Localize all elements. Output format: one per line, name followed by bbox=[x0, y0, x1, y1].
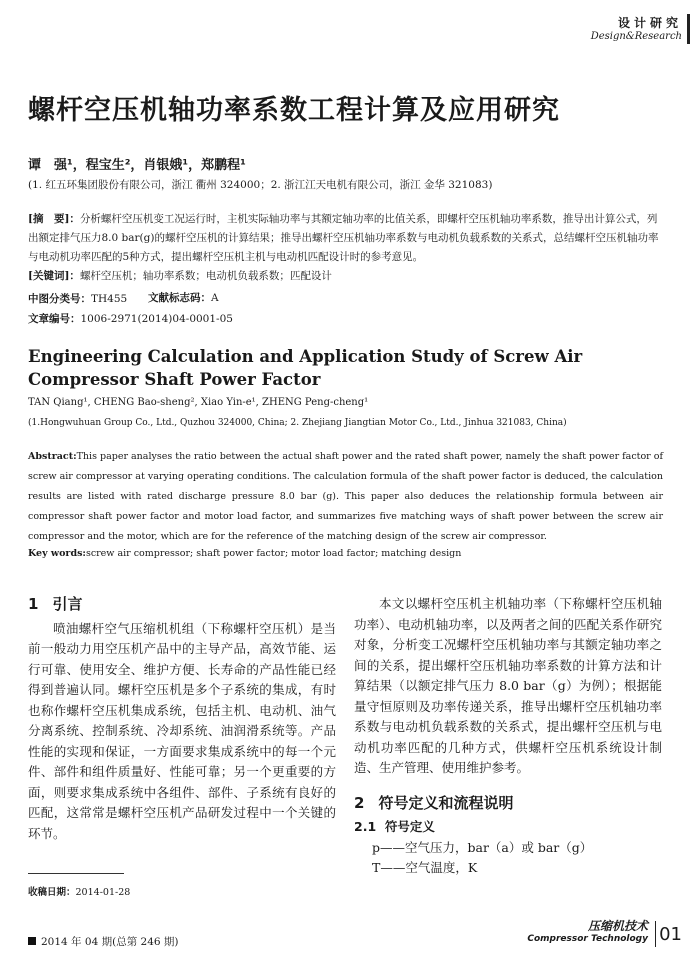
clc-value: TH455 bbox=[91, 293, 128, 305]
keywords-en-text: screw air compressor; shaft power factor; motor load factor; matching design bbox=[85, 548, 462, 559]
clc-label: 中图分类号： bbox=[28, 293, 91, 305]
section-label-en: Design&Research bbox=[590, 31, 682, 42]
body-column-left bbox=[28, 594, 336, 844]
abstract-en-text: This paper analyses the ratio between the actual shaft power and the rated shaft power, namely the shaft power factor of screw air compressor at varying operating conditions. The calculation formula of the shaft power factor is deduced, the calculation results are listed with rated discharge pressure 8.0 bar (g). This paper also deduces the relationship formula between air compressor shaft power factor and motor load factor, and summarizes five matching ways of shaft power between the screw air compressor and the motor, which are for the reference of the matching design of the screw air compressor. bbox=[28, 451, 663, 542]
section-1-number: 1 bbox=[28, 595, 39, 613]
keywords-cn bbox=[28, 267, 663, 286]
section-1-heading bbox=[28, 594, 336, 615]
issue-info bbox=[28, 934, 179, 949]
document-code bbox=[148, 290, 219, 305]
symbol-definition-t: T——空气温度，K bbox=[372, 860, 478, 875]
section-1-paragraph-2: 本文以螺杆空压机主机轴功率（下称螺杆空压机轴功率）、电动机轴功率，以及两者之间的匹配关系作研究对象，分析变工况螺杆空压机轴功率与其额定轴功率之间的关系，提出螺杆空压机轴功率系数的计算方法和计算结果（以额定排气压力 8.0 bar（g）为例）；根据能量守恒原则及功率传递关系，推导出螺杆空压机轴功率系数与电动机负载系数的关系式，提出螺杆空压机与电动机功率匹配的几种方式，供螺杆空压机系统设计制造、生产管理、使用维护参考。 bbox=[354, 596, 662, 775]
issue-text: 2014 年 04 期(总第 246 期) bbox=[41, 936, 179, 948]
page-number-divider bbox=[655, 921, 656, 947]
abstract-cn-label: [摘 要]： bbox=[28, 213, 80, 225]
abstract-en-label: Abstract: bbox=[28, 451, 77, 462]
section-1-title: 引言 bbox=[52, 595, 83, 613]
abstract-cn bbox=[28, 210, 663, 267]
journal-logo bbox=[527, 920, 648, 946]
article-no-value: 1006-2971(2014)04-0001-05 bbox=[80, 313, 233, 325]
authors-en: TAN Qiang¹, CHENG Bao-sheng², Xiao Yin-e¹, ZHENG Peng-cheng¹ bbox=[28, 397, 369, 408]
symbol-definition-p: p——空气压力，bar（a）或 bar（g） bbox=[372, 839, 593, 855]
section-2-number: 2 bbox=[354, 793, 365, 812]
article-number bbox=[28, 310, 663, 329]
section-2-title: 符号定义和流程说明 bbox=[378, 793, 514, 812]
abstract-cn-text: 分析螺杆空压机变工况运行时，主机实际轴功率与其额定轴功率的比值关系，即螺杆空压机轴功率系数，推导出计算公式，列出额定排气压力8.0 bar(g)的螺杆空压机的计算结果；推导出螺杆空压机轴功率系数与电动机负载系数的关系式，总结螺杆空压机轴功率与电动机功率匹配的5种方式，提出螺杆空压机主机与电动机匹配设计时的参考意见。 bbox=[28, 213, 659, 263]
keywords-en bbox=[28, 548, 663, 559]
authors-cn: 谭 强¹，程宝生²，肖银娥¹，郑鹏程¹ bbox=[28, 158, 246, 173]
section-2-heading bbox=[354, 793, 662, 814]
journal-name-en: Compressor Technology bbox=[527, 934, 648, 944]
section-2-1-title: 符号定义 bbox=[384, 819, 435, 834]
keywords-cn-text: 螺杆空压机；轴功率系数；电动机负载系数；匹配设计 bbox=[79, 270, 332, 282]
paper-title-cn: 螺杆空压机轴功率系数工程计算及应用研究 bbox=[28, 95, 560, 126]
body-column-right bbox=[354, 594, 662, 879]
affiliation-en: (1.Hongwuhuan Group Co., Ltd., Quzhou 324000, China; 2. Zhejiang Jiangtian Motor Co., Ltd., Jinhua 321083, China) bbox=[28, 418, 567, 428]
abstract-en bbox=[28, 447, 663, 547]
keywords-cn-label: [关键词]： bbox=[28, 270, 80, 282]
doc-code-label: 文献标志码： bbox=[148, 292, 211, 304]
received-date bbox=[28, 884, 130, 898]
article-no-label: 文章编号： bbox=[28, 313, 81, 325]
affiliation-cn: (1. 红五环集团股份有限公司，浙江 衢州 324000；2. 浙江江天电机有限公司，浙江 金华 321083) bbox=[28, 179, 493, 191]
footnote-rule bbox=[28, 873, 124, 874]
section-2-1-heading bbox=[354, 817, 662, 838]
section-divider-bar bbox=[687, 14, 690, 44]
journal-name-cn: 压缩机技术 bbox=[587, 919, 648, 933]
keywords-en-label: Key words: bbox=[28, 548, 86, 559]
received-value: 2014-01-28 bbox=[75, 887, 131, 898]
section-2-1-number: 2.1 bbox=[354, 819, 377, 834]
page-number: 01 bbox=[659, 924, 682, 945]
square-bullet-icon bbox=[28, 937, 36, 945]
clc-number bbox=[28, 290, 663, 309]
paper-title-en: Engineering Calculation and Application Study of Screw Air Compressor Shaft Power Factor bbox=[28, 347, 583, 389]
section-label-cn: 设计研究 bbox=[617, 16, 682, 30]
doc-code-value: A bbox=[211, 292, 219, 304]
received-label: 收稿日期： bbox=[28, 887, 76, 898]
section-1-paragraph-1: 喷油螺杆空气压缩机机组（下称螺杆空压机）是当前一般动力用空压机产品中的主导产品，高效节能、运行可靠、使用安全、维护方便、长寿命的产品性能已经得到普遍认同。螺杆空压机是多个子系统的集成，有时也称作螺杆空压机集成系统，包括主机、电动机、油气分离系统、控制系统、冷却系统、油润滑系统等。产品性能的实现和保证，一方面要求集成系统中的每一个元件、部件和组件质量好、性能可靠；另一个更重要的方面，则要求集成系统中各组件、部件、子系统有良好的匹配，这常常是螺杆空压机产品研发过程中一个关键的环节。 bbox=[28, 620, 336, 841]
